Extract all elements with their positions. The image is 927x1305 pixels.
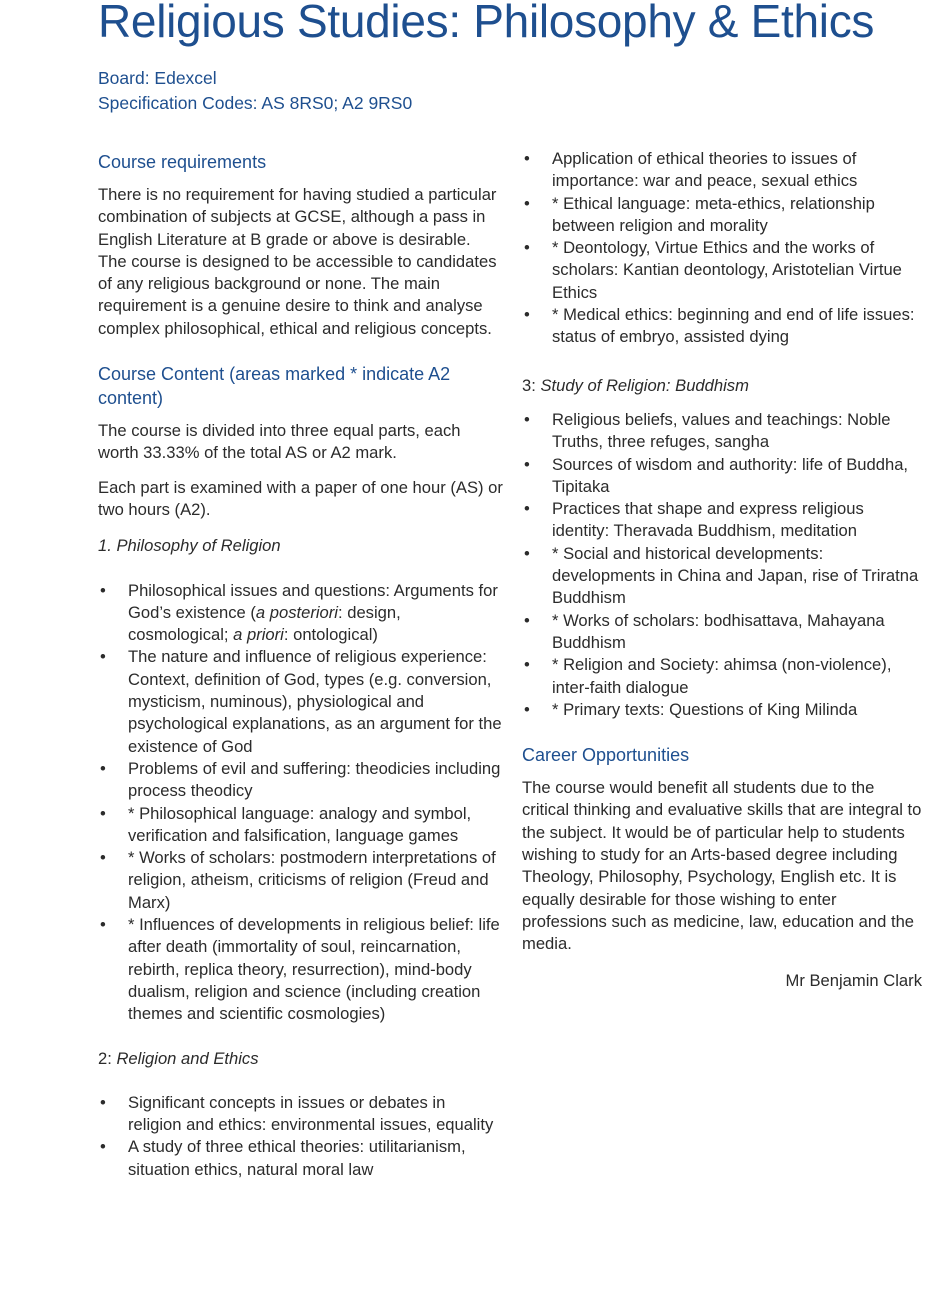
list-item: • Significant concepts in issues or debates in religion and ethics: environmental issues, equality [98, 1092, 503, 1137]
list-item: • * Philosophical language: analogy and symbol, verification and falsification, language games [98, 803, 503, 848]
career-heading: Career Opportunities [522, 745, 690, 766]
specification-codes: Specification Codes: AS 8RS0; A2 9RS0 [98, 93, 413, 113]
list-item: • A study of three ethical theories: utilitarianism, situation ethics, natural moral law [98, 1136, 503, 1181]
list-item: • * Medical ethics: beginning and end of life issues: status of embryo, assisted dying [522, 304, 922, 349]
list-item: • * Religion and Society: ahimsa (non-violence), inter-faith dialogue [522, 654, 922, 699]
requirements-text: There is no requirement for having studied a particular combination of subjects at GCSE, although a pass in English Literature at B grade or above is desirable. The course is designed to be accessible to candidates of any religious background or none. The main requirement is a genuine desire to think and analyse complex philosophical, ethical and religious concepts. [98, 185, 497, 338]
part1-list [98, 580, 503, 1026]
list-item: • Religious beliefs, values and teachings: Noble Truths, three refuges, sangha [522, 409, 922, 454]
requirements-heading: Course requirements [98, 152, 267, 172]
content-text-2: Each part is examined with a paper of one hour (AS) or two hours (A2). [98, 477, 503, 519]
part2-list-left [98, 1092, 503, 1181]
part3-title: 3: Study of Religion: Buddhism [522, 375, 749, 395]
page-title: Religious Studies: Philosophy & Ethics [98, 0, 875, 47]
list-item: • * Primary texts: Questions of King Milinda [522, 699, 922, 721]
career-text: The course would benefit all students due to the critical thinking and evaluative skills that are integral to the subject. It would be of particular help to students wishing to study for an Arts-based degree including Theology, Philosophy, Psychology, English etc. It is equally desirable for those wishing to enter professions such as medicine, law, education and the media. [522, 778, 922, 954]
list-item: • * Social and historical developments: developments in China and Japan, rise of Triratna Buddhism [522, 543, 922, 610]
list-item: • * Deontology, Virtue Ethics and the works of scholars: Kantian deontology, Aristotelian Virtue Ethics [522, 237, 922, 304]
list-item: • Problems of evil and suffering: theodicies including process theodicy [98, 758, 503, 803]
list-item: • * Works of scholars: postmodern interpretations of religion, atheism, criticisms of religion (Freud and Marx) [98, 847, 503, 914]
list-item: • Sources of wisdom and authority: life of Buddha, Tipitaka [522, 454, 922, 499]
list-item: • Application of ethical theories to issues of importance: war and peace, sexual ethics [522, 148, 922, 193]
content-text-1: The course is divided into three equal parts, each worth 33.33% of the total AS or A2 mark. [98, 421, 461, 463]
list-item: • * Ethical language: meta-ethics, relationship between religion and morality [522, 193, 922, 238]
list-item: • * Influences of developments in religious belief: life after death (immortality of soul, reincarnation, rebirth, replica theory, resurrection), mind-body dualism, religion and science (including creation themes and scientific cosmologies) [98, 914, 503, 1025]
part2-title: 2: Religion and Ethics [98, 1048, 259, 1068]
list-item: • The nature and influence of religious experience: Context, definition of God, types (e.g. conversion, mysticism, numinous), physiological and psychological explanations, as an argument for the existence of God [98, 646, 503, 757]
author-signature: Mr Benjamin Clark [785, 970, 922, 990]
course-meta [98, 66, 412, 116]
list-item: • Philosophical issues and questions: Arguments for God’s existence (a posteriori: design, cosmological; a priori: ontological) [98, 580, 503, 647]
content-heading: Course Content (areas marked * indicate A2 content) [98, 364, 451, 409]
left-column [98, 150, 503, 1203]
part3-list [522, 409, 922, 721]
part2-list-right [522, 148, 922, 349]
right-column [522, 148, 922, 992]
part1-title: 1. Philosophy of Religion [98, 536, 281, 556]
list-item: • * Works of scholars: bodhisattava, Mahayana Buddhism [522, 610, 922, 655]
list-item: • Practices that shape and express religious identity: Theravada Buddhism, meditation [522, 498, 922, 543]
exam-board: Board: Edexcel [98, 68, 217, 88]
